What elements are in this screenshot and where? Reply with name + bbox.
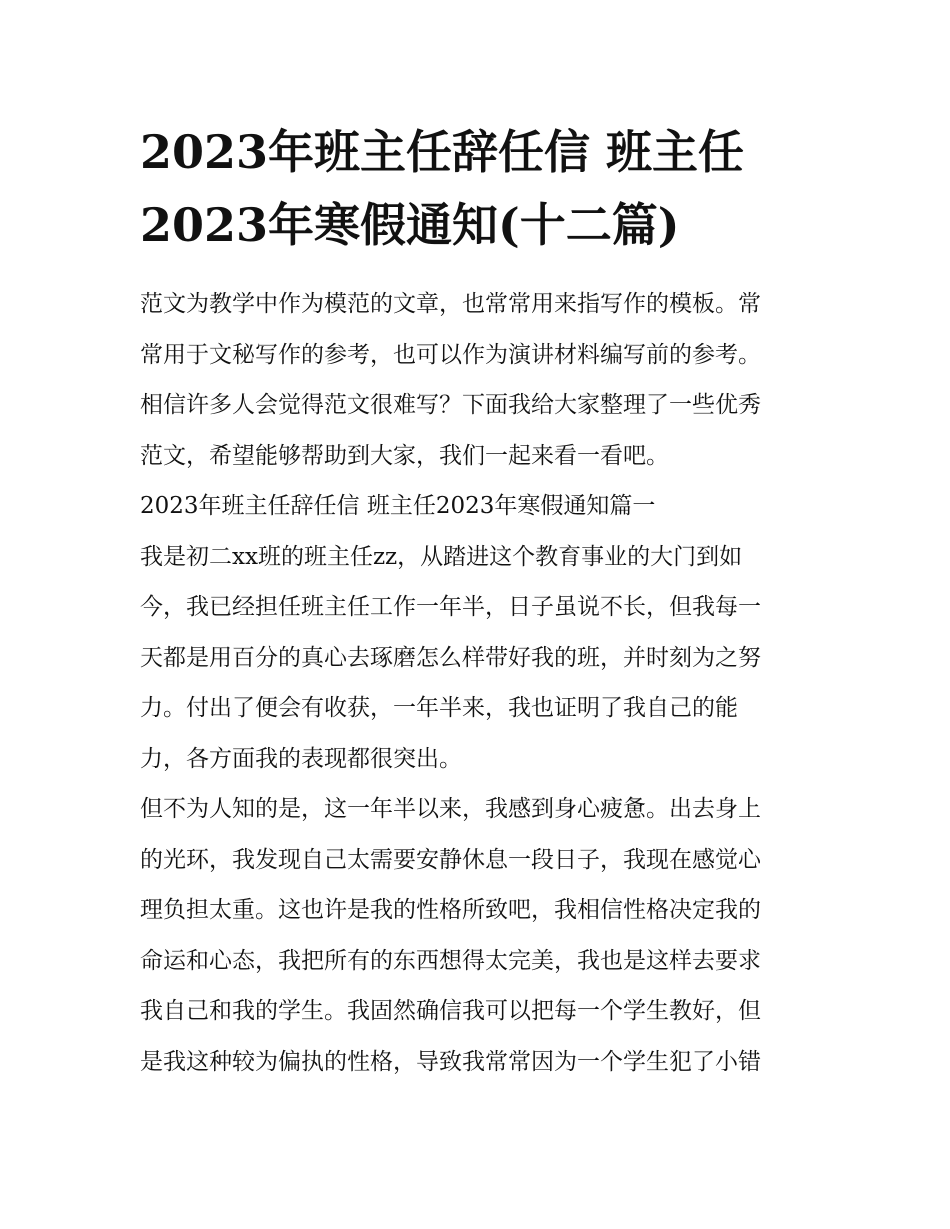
- body-paragraph: [140, 532, 820, 785]
- text-line: 范文为教学中作为模范的文章，也常常用来指写作的模板。常: [140, 291, 761, 317]
- text-line: 天都是用百分的真心去琢磨怎么样带好我的班，并时刻为之努: [140, 644, 761, 671]
- body-paragraph: [140, 784, 820, 1087]
- text-line: 常用于文秘写作的参考，也可以作为演讲材料编写前的参考。: [140, 341, 761, 368]
- text-line: 命运和心态，我把所有的东西想得太完美，我也是这样去要求: [140, 947, 761, 974]
- text-line: 范文，希望能够帮助到大家，我们一起来看一看吧。: [140, 442, 669, 469]
- text-line: 但不为人知的是，这一年半以来，我感到身心疲惫。出去身上: [140, 796, 761, 822]
- text-line: 相信许多人会觉得范文很难写？下面我给大家整理了一些优秀: [140, 392, 761, 418]
- text-line: 的光环，我发现自己太需要安静休息一段日子，我现在感觉心: [140, 846, 761, 873]
- title-line: 2023年寒假通知(十二篇): [140, 198, 680, 252]
- intro-paragraph: [140, 279, 820, 481]
- document-title: [140, 116, 820, 262]
- section-heading: [140, 481, 820, 532]
- text-line: 我是初二xx班的班主任zz，从踏进这个教育事业的大门到如: [140, 543, 743, 570]
- title-line: 2023年班主任辞任信 班主任: [140, 125, 745, 179]
- text-line: 理负担太重。这也许是我的性格所致吧，我相信性格决定我的: [140, 897, 761, 923]
- text-line: 2023年班主任辞任信 班主任2023年寒假通知篇一: [140, 493, 656, 519]
- text-line: 力。付出了便会有收获，一年半来，我也证明了我自己的能: [140, 695, 738, 721]
- text-line: 今，我已经担任班主任工作一年半，日子虽说不长，但我每一: [140, 594, 761, 620]
- document-body: [140, 279, 820, 1087]
- text-line: 是我这种较为偏执的性格，导致我常常因为一个学生犯了小错: [140, 1048, 761, 1075]
- text-line: 力，各方面我的表现都很突出。: [140, 745, 462, 772]
- text-line: 我自己和我的学生。我固然确信我可以把每一个学生教好，但: [140, 998, 761, 1024]
